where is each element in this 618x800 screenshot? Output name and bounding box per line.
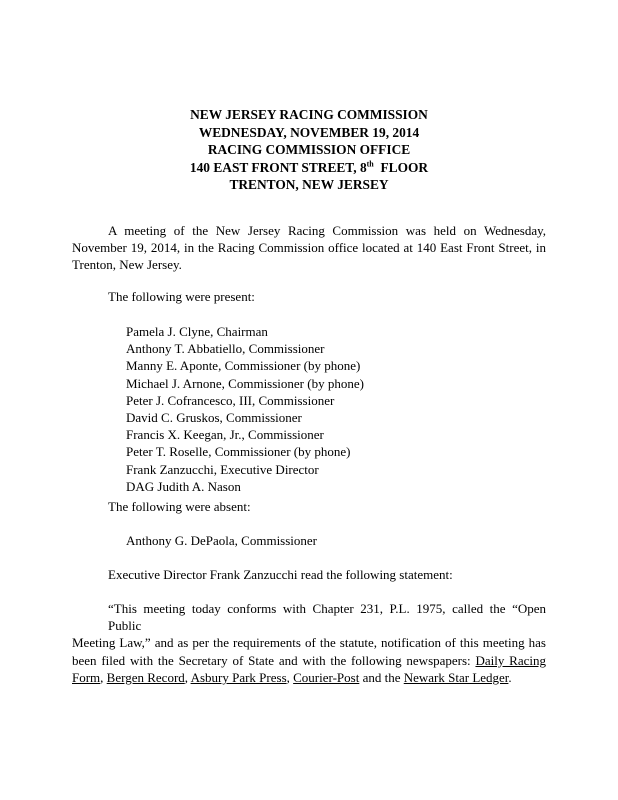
intro-line-1: A meeting of the New Jersey Racing Commission was held on Wednesday,	[108, 223, 546, 238]
attendee: Manny E. Aponte, Commissioner (by phone)	[126, 358, 361, 374]
absentee: Anthony G. DePaola, Commissioner	[126, 533, 318, 548]
newspaper-daily-racing-form-part2: Form	[72, 669, 101, 685]
statement-paragraph	[72, 600, 546, 686]
attendee: DAG Judith A. Nason	[126, 478, 241, 494]
attendee: Frank Zanzucchi, Executive Director	[126, 461, 319, 477]
statement-line-2: Meeting Law,” and as per the requirements of the statute, notification of this meeting has	[72, 635, 546, 651]
document-header	[0, 106, 618, 194]
newspaper-newark-star-ledger: Newark Star Ledger	[403, 669, 509, 685]
attendee: Anthony T. Abbatiello, Commissioner	[126, 341, 325, 357]
newspaper-daily-racing-form-part1: Daily Racing	[475, 652, 546, 668]
header-address-suffix: th	[366, 159, 374, 169]
header-address	[0, 159, 618, 177]
newspaper-courier-post: Courier-Post	[293, 669, 360, 685]
attendee: Francis X. Keegan, Jr., Commissioner	[126, 427, 324, 443]
header-address-floor: FLOOR	[373, 159, 429, 175]
present-heading: The following were present:	[108, 289, 255, 304]
present-list	[126, 323, 364, 495]
intro-line-2: November 19, 2014, in the Racing Commission office located at 140 East Front Street, in	[72, 240, 546, 256]
header-address-text: 140 EAST FRONT STREET, 8	[189, 159, 367, 175]
header-office: RACING COMMISSION OFFICE	[207, 142, 411, 157]
intro-line-3: Trenton, New Jersey.	[72, 257, 182, 273]
separator: ,	[286, 669, 294, 685]
statement-line-4	[72, 669, 546, 686]
header-city: TRENTON, NEW JERSEY	[229, 177, 389, 192]
attendee: Peter T. Roselle, Commissioner (by phone)	[126, 444, 351, 460]
attendee: Peter J. Cofrancesco, III, Commissioner	[126, 392, 335, 408]
separator: ,	[100, 669, 107, 685]
intro-paragraph	[72, 222, 546, 274]
statement-end: .	[508, 669, 512, 685]
newspaper-bergen-record: Bergen Record	[106, 669, 185, 685]
header-date: WEDNESDAY, NOVEMBER 19, 2014	[198, 124, 420, 140]
newspaper-asbury-park-press: Asbury Park Press	[190, 669, 287, 685]
attendee: David C. Gruskos, Commissioner	[126, 410, 302, 426]
absent-list	[126, 532, 317, 549]
attendee: Pamela J. Clyne, Chairman	[126, 324, 268, 339]
statement-line-3	[72, 652, 546, 669]
statement-line-3-text: been filed with the Secretary of State and with the following newspapers:	[72, 652, 476, 668]
statement-line-1: “This meeting today conforms with Chapter 231, P.L. 1975, called the “Open Public	[108, 601, 546, 634]
separator: ,	[184, 669, 191, 685]
absent-heading: The following were absent:	[108, 499, 251, 514]
header-commission: NEW JERSEY RACING COMMISSION	[190, 107, 428, 122]
separator: and the	[359, 669, 404, 685]
statement-intro: Executive Director Frank Zanzucchi read the following statement:	[108, 567, 453, 582]
attendee: Michael J. Arnone, Commissioner (by phone)	[126, 375, 364, 391]
